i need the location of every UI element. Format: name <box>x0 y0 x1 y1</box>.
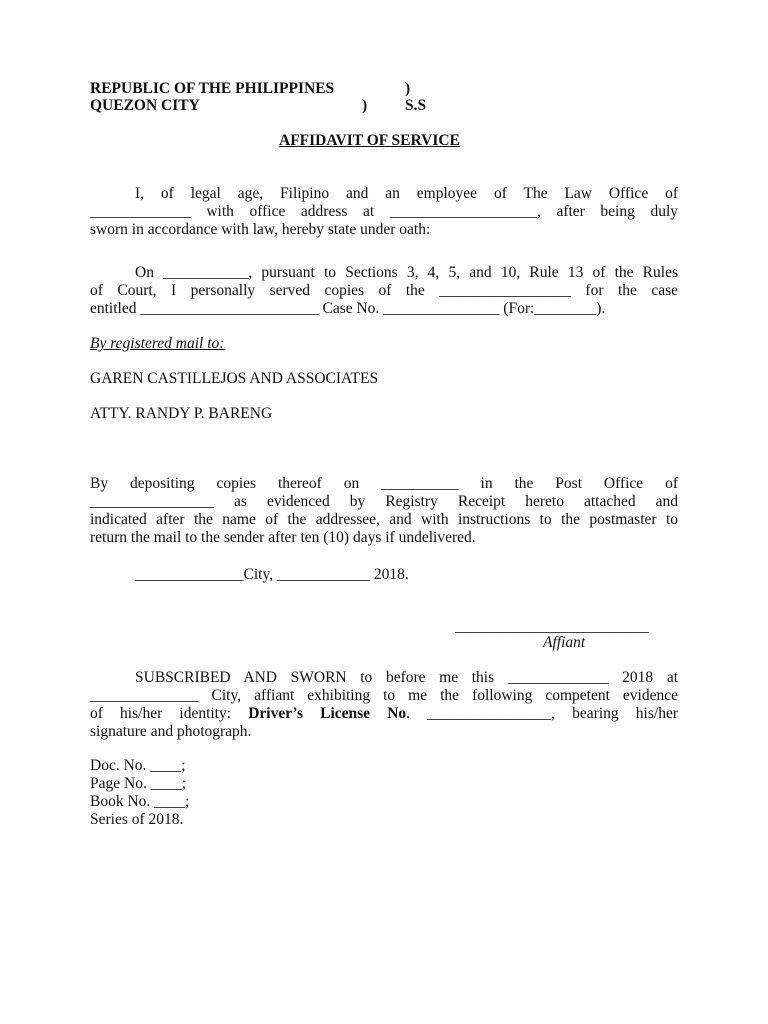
paragraph-employee <box>90 185 678 239</box>
paragraph-line: By depositing copies thereof on __________ in the Post Office of <box>90 475 678 492</box>
paragraph-line: return the mail to the sender after ten (10) days if undelivered. <box>90 529 476 546</box>
paragraph-line: I, of legal age, Filipino and an employee of The Law Office of <box>135 185 678 202</box>
paragraph-line: indicated after the name of the addressee, and with instructions to the postmaster to <box>90 511 678 528</box>
paragraph-line: ______________ City, affiant exhibiting to me the following competent evidence <box>90 687 678 704</box>
paragraph-line: _____________ with office address at ___________________, after being duly <box>90 203 678 220</box>
registered-mail-heading: By registered mail to: <box>90 335 225 352</box>
place-date-line: ______________City, ____________ 2018. <box>135 566 409 583</box>
header-ss: S.S <box>405 97 427 114</box>
license-label: Driver’s License No <box>248 705 407 722</box>
header-paren-1: ) <box>405 80 411 97</box>
paragraph-line: SUBSCRIBED AND SWORN to before me this _____________ 2018 at <box>135 669 678 686</box>
paragraph-line: entitled _______________________ Case No. _______________ (For:________). <box>90 300 606 317</box>
addressee-attorney: ATTY. RANDY P. BARENG <box>90 405 273 422</box>
addressee-firm: GAREN CASTILLEJOS AND ASSOCIATES <box>90 370 379 387</box>
paragraph-deposit <box>90 475 678 547</box>
jurat-text: . ________________, bearing his/her <box>406 705 678 722</box>
header-city: QUEZON CITY <box>90 97 200 114</box>
paragraph-line: signature and photograph. <box>90 723 252 740</box>
jurat-text: of his/her identity: <box>90 705 249 722</box>
doc-number: Doc. No. ____; <box>90 757 186 774</box>
book-number: Book No. ____; <box>90 793 190 810</box>
page-number: Page No. ____; <box>90 775 187 792</box>
header-republic: REPUBLIC OF THE PHILIPPINES <box>90 80 335 97</box>
header-paren-2: ) <box>362 97 368 114</box>
paragraph-line: On ___________, pursuant to Sections 3, 4, 5, and 10, Rule 13 of the Rules <box>135 264 678 281</box>
paragraph-line <box>90 705 678 723</box>
paragraph-service <box>90 264 678 318</box>
signature-line: _________________________ <box>455 618 649 635</box>
series-year: Series of 2018. <box>90 811 184 828</box>
paragraph-line: of Court, I personally served copies of the _________________ for the case <box>90 282 678 299</box>
document-title: AFFIDAVIT OF SERVICE <box>279 132 460 149</box>
paragraph-line: sworn in accordance with law, hereby state under oath: <box>90 221 431 238</box>
jurat-paragraph <box>90 669 678 741</box>
paragraph-line: ________________ as evidenced by Registry Receipt hereto attached and <box>90 493 678 510</box>
affiant-label: Affiant <box>543 634 586 651</box>
